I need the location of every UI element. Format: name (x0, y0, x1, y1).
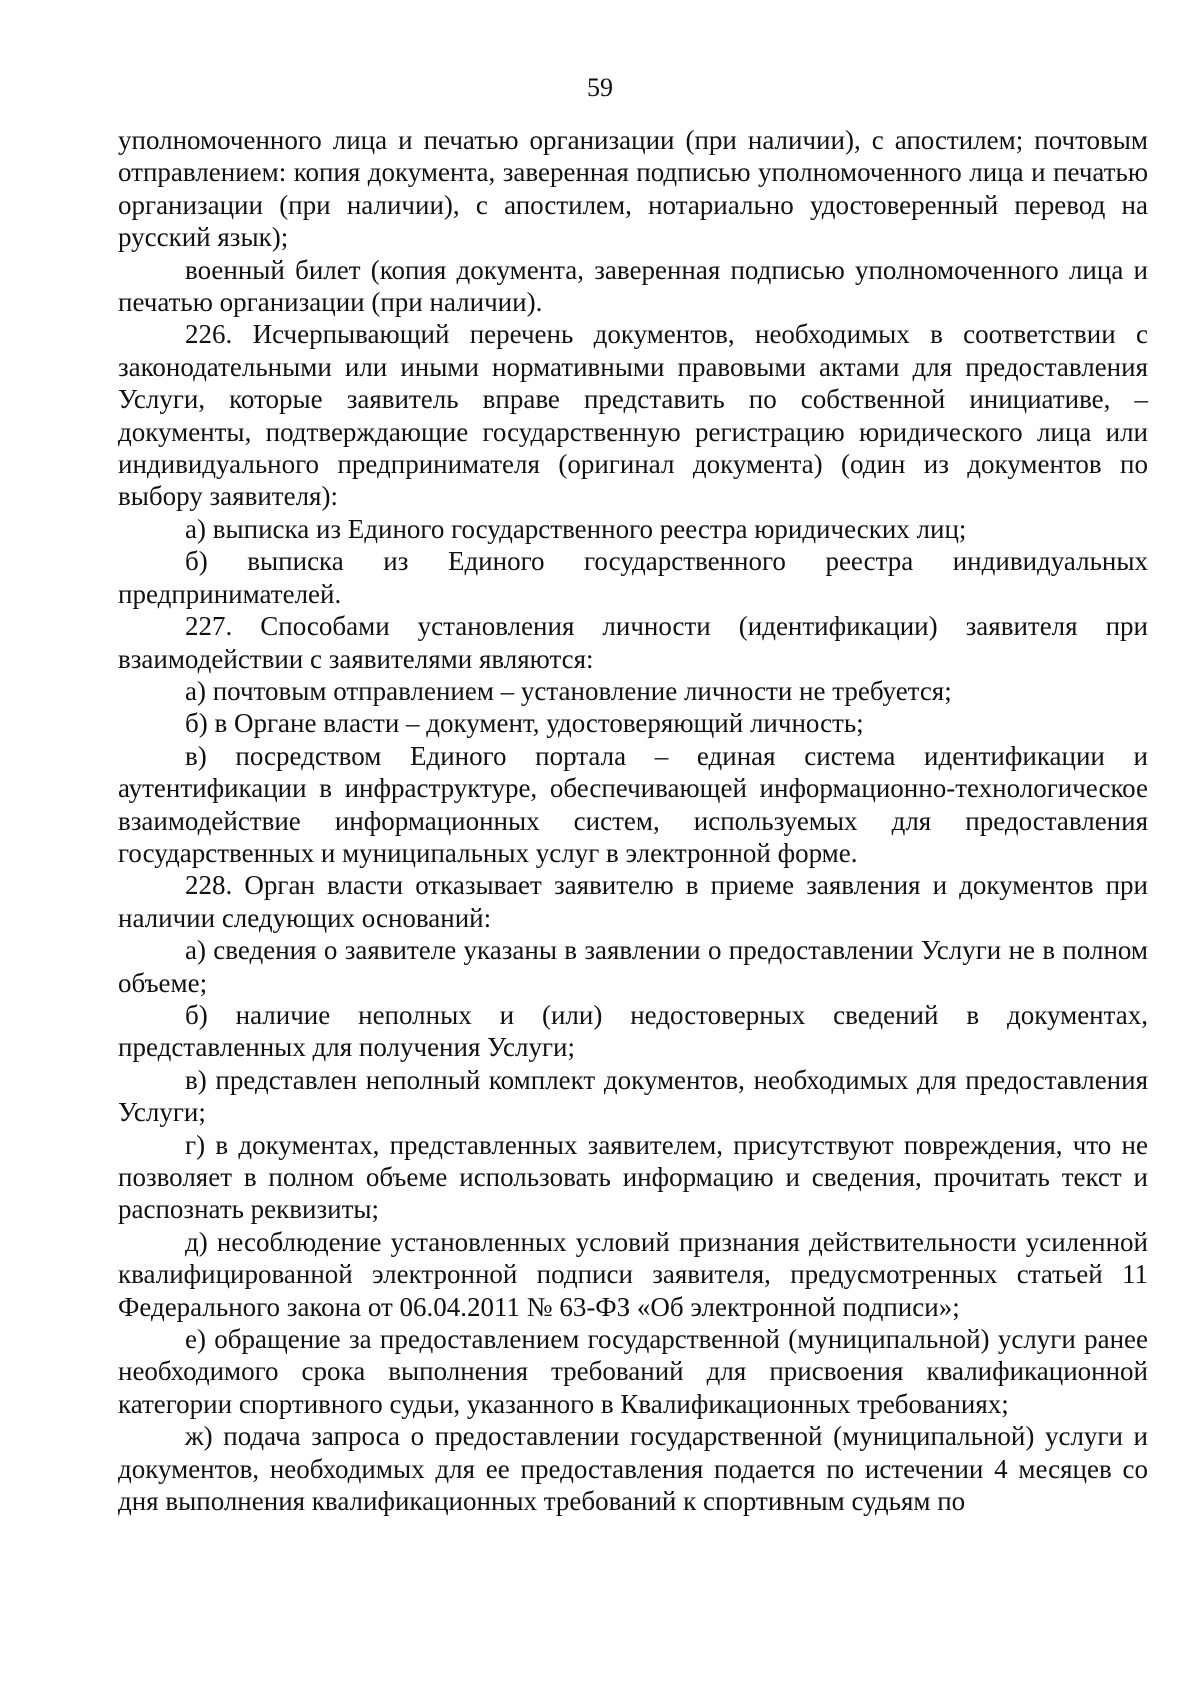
paragraph-228-a: а) сведения о заявителе указаны в заявлении о предоставлении Услуги не в полном объеме; (118, 935, 1148, 998)
paragraph-228-g: г) в документах, представленных заявителем, присутствуют повреждения, что не позволяет в полном объеме использовать информацию и сведения, прочитать текст и распознать реквизиты; (118, 1129, 1148, 1225)
paragraph-227-a: а) почтовым отправлением – установление личности не требуется; (185, 675, 952, 706)
paragraph-226-a: а) выписка из Единого государственного реестра юридических лиц; (185, 513, 967, 544)
paragraph-228-d: д) несоблюдение установленных условий признания действительности усиленной квалифицированной электронной подписи заявителя, предусмотренных статьей 11 Федерального закона от 06.04.2011 № 63-ФЗ «Об электронной подписи»; (118, 1226, 1148, 1322)
paragraph-228: 228. Орган власти отказывает заявителю в приеме заявления и документов при наличии следующих оснований: (118, 870, 1148, 933)
paragraph-military-id: военный билет (копия документа, заверенная подписью уполномоченного лица и печатью организации (при наличии). (118, 254, 1148, 318)
paragraph-228-e: е) обращение за предоставлением государственной (муниципальной) услуги ранее необходимого срока выполнения требований для присвоения квалификационной категории спортивного судьи, указанного в Квалификационных требованиях; (118, 1324, 1148, 1419)
paragraph-227: 227. Способами установления личности (идентификации) заявителя при взаимодействии с заявителями являются: (118, 611, 1148, 674)
paragraph-continuation: уполномоченного лица и печатью организации (при наличии), с апостилем; почтовым отправлением: копия документа, заверенная подписью уполномоченного лица и печатью организации (при наличии), с апостилем, нотариально удостоверенный перевод на русский язык); (118, 125, 1148, 253)
paragraph-226: 226. Исчерпывающий перечень документов, необходимых в соответствии с законодательными или иными нормативными правовыми актами для предоставления Услуги, которые заявитель вправе представить по собственной инициативе, – документы, подтверждающие государственную регистрацию юридического лица или индивидуального предпринимателя (оригинал документа) (один из документов по выбору заявителя): (118, 319, 1148, 512)
paragraph-226-b: б) выписка из Единого государственного реестра индивидуальных предпринимателей. (118, 546, 1148, 609)
paragraph-228-zh: ж) подача запроса о предоставлении государственной (муниципальной) услуги и документов, необходимых для ее предоставления подается по истечении 4 месяцев со дня выполнения квалификационных требований к спортивным судьям по (118, 1421, 1148, 1517)
paragraph-227-v: в) посредством Единого портала – единая система идентификации и аутентификации в инфраструктуре, обеспечивающей информационно-технологическое взаимодействие информационных систем, используемых для предоставления государственных и муниципальных услуг в электронной форме. (118, 740, 1148, 868)
page-number: 59 (587, 73, 613, 102)
paragraph-228-b: б) наличие неполных и (или) недостоверных сведений в документах, представленных для получения Услуги; (118, 999, 1148, 1063)
document-body (118, 124, 1148, 1517)
paragraph-228-v: в) представлен неполный комплект документов, необходимых для предоставления Услуги; (118, 1064, 1148, 1128)
paragraph-227-b: б) в Органе власти – документ, удостоверяющий личность; (185, 708, 864, 739)
